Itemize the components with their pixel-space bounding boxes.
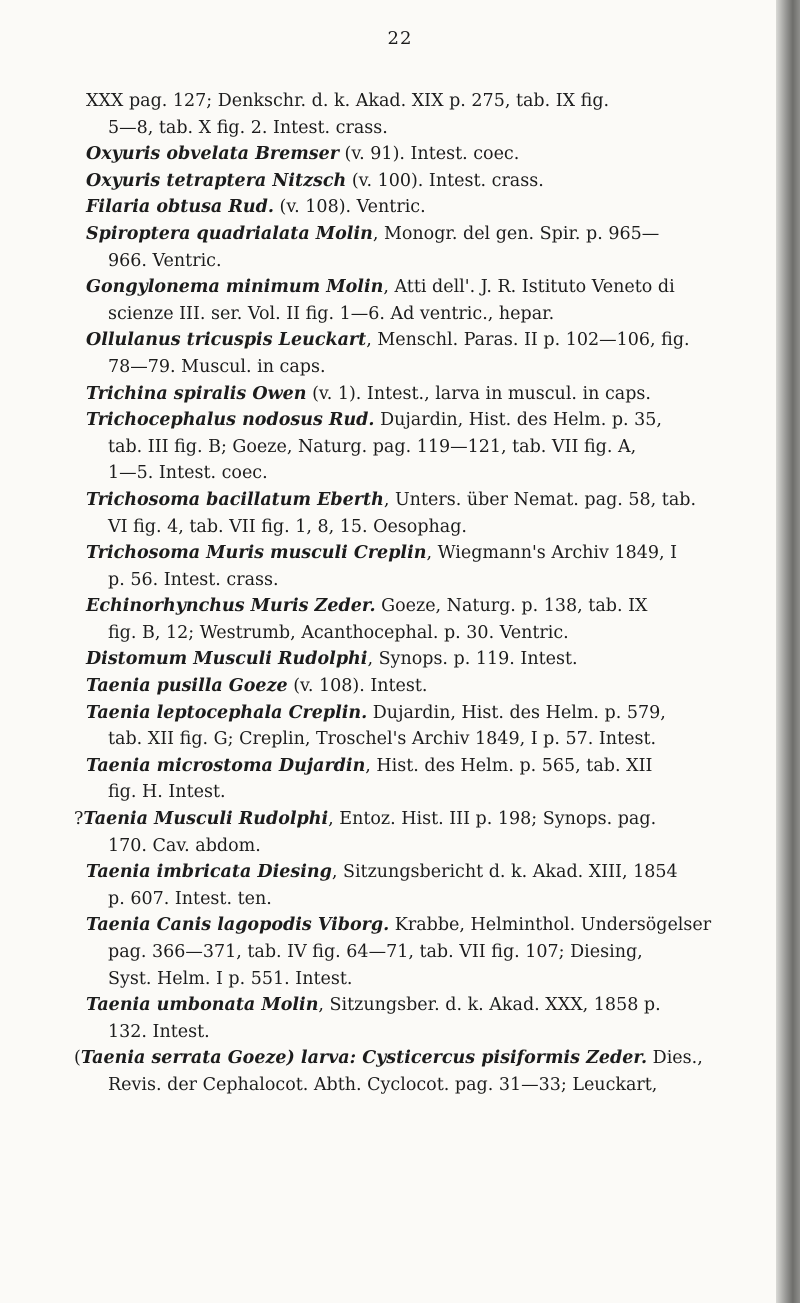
page-number: 22 [387, 28, 413, 49]
species-name: Taenia serrata Goeze) larva: Cysticercus pisiformis Zeder. [80, 1048, 648, 1069]
entry [86, 168, 766, 195]
species-name: Ollulanus tricuspis Leuckart [86, 330, 367, 351]
entry-continuation: Revis. der Cephalocot. Abth. Cyclocot. pag. 31—33; Leuckart, [108, 1074, 658, 1095]
entry-continuation: 78—79. Muscul. in caps. [108, 356, 326, 377]
species-name: Taenia Musculi Rudolphi [83, 809, 329, 830]
entry [86, 753, 766, 806]
entry-continuation: scienze III. ser. Vol. II fig. 1—6. Ad ventric., hepar. [108, 303, 555, 324]
entry-continuation: 1—5. Intest. coec. [108, 463, 268, 484]
entry [74, 1045, 766, 1098]
entry-text: (v. 1). Intest., larva in muscul. in caps. [306, 383, 651, 404]
entry [86, 194, 766, 221]
species-name: Taenia pusilla Goeze [86, 676, 288, 697]
entry-first-line [86, 543, 677, 563]
entry-continuation: Syst. Helm. I p. 551. Intest. [108, 968, 353, 989]
entry-first-line [86, 91, 609, 111]
entry-continuation: fig. B, 12; Westrumb, Acanthocephal. p. 30. Ventric. [108, 622, 569, 643]
page-edge-shadow [776, 0, 800, 1303]
species-name: Taenia imbricata Diesing [86, 862, 332, 883]
entry-first-line [86, 703, 666, 723]
species-name: Distomum Musculi Rudolphi [86, 649, 368, 670]
entry-text: , Menschl. Paras. II p. 102—106, fig. [366, 330, 690, 351]
entry [86, 88, 766, 141]
entry-first-line [86, 330, 690, 350]
entry-text: , Unters. über Nemat. pag. 58, tab. [383, 489, 697, 510]
entry-continuation: tab. III fig. B; Goeze, Naturg. pag. 119—121, tab. VII fig. A, [108, 436, 637, 457]
entry-first-line [86, 410, 662, 430]
entry-prefix: ( [74, 1048, 81, 1069]
entry-prefix: ? [74, 809, 84, 830]
entry-first-line [86, 676, 427, 696]
entry-continuation: 170. Cav. abdom. [108, 835, 261, 856]
entry-first-line [86, 384, 651, 404]
entry-first-line [86, 649, 578, 669]
entry-first-line [86, 596, 647, 616]
species-name: Filaria obtusa Rud. [86, 197, 274, 218]
entry-first-line [74, 1048, 703, 1069]
entry [86, 912, 766, 992]
entry-first-line [86, 490, 696, 510]
entry-first-line [86, 224, 659, 244]
entry-continuation: p. 56. Intest. crass. [108, 569, 279, 590]
entry [86, 381, 766, 408]
entry-continuation: p. 607. Intest. ten. [108, 888, 272, 909]
entry-continuation: 966. Ventric. [108, 250, 222, 271]
entry-first-line [86, 862, 678, 882]
entry-text: Goeze, Naturg. p. 138, tab. IX [375, 596, 648, 617]
entry-first-line [86, 995, 661, 1015]
entry-text: Dujardin, Hist. des Helm. p. 579, [367, 702, 666, 723]
species-name: Gongylonema minimum Molin [86, 277, 384, 298]
species-name: Trichina spiralis Owen [86, 383, 307, 404]
entry-first-line [86, 756, 652, 776]
entry-first-line [74, 809, 657, 830]
entry-text: Dujardin, Hist. des Helm. p. 35, [374, 410, 662, 431]
entry [86, 540, 766, 593]
entry [86, 407, 766, 487]
entry-first-line [86, 171, 544, 191]
entry [86, 221, 766, 274]
entry [86, 992, 766, 1045]
entry [86, 646, 766, 673]
species-name: Oxyuris tetraptera Nitzsch [86, 170, 347, 191]
entry-continuation: VI fig. 4, tab. VII fig. 1, 8, 15. Oesophag. [108, 516, 467, 537]
species-name: Trichocephalus nodosus Rud. [86, 410, 375, 431]
entry-first-line [86, 915, 711, 935]
entry-text: , Sitzungsbericht d. k. Akad. XIII, 1854 [331, 862, 678, 883]
entry [86, 274, 766, 327]
entry-text: Dies., [647, 1048, 703, 1069]
entry-text: , Monogr. del gen. Spir. p. 965— [372, 223, 660, 244]
species-name: Oxyuris obvelata Bremser [86, 144, 339, 165]
species-name: Taenia leptocephala Creplin. [86, 702, 368, 723]
entry-text: XXX pag. 127; Denkschr. d. k. Akad. XIX p. 275, tab. IX fig. [86, 91, 610, 111]
species-name: Echinorhynchus Muris Zeder. [86, 596, 376, 617]
entry [74, 806, 766, 859]
entry-first-line [86, 144, 519, 164]
entry-text: , Hist. des Helm. p. 565, tab. XII [365, 755, 653, 776]
entry [86, 859, 766, 912]
entry-first-line [86, 197, 426, 217]
entry-text: , Entoz. Hist. III p. 198; Synops. pag. [328, 809, 657, 830]
entry-text: (v. 100). Intest. crass. [346, 170, 544, 191]
entry [86, 487, 766, 540]
species-name: Spiroptera quadrialata Molin [86, 223, 373, 244]
entry [86, 673, 766, 700]
entry-text: , Synops. p. 119. Intest. [367, 649, 578, 670]
entry [86, 593, 766, 646]
entry-text: Krabbe, Helminthol. Undersögelser [389, 915, 712, 936]
entry-text: (v. 108). Intest. [287, 676, 428, 697]
species-name: Trichosoma Muris musculi Creplin [86, 543, 427, 564]
entry-text: , Sitzungsber. d. k. Akad. XXX, 1858 p. [318, 995, 661, 1016]
species-name: Taenia umbonata Molin [86, 995, 319, 1016]
entry [86, 141, 766, 168]
entry-text: , Wiegmann's Archiv 1849, I [426, 543, 678, 564]
text-block [74, 88, 766, 1099]
entry [86, 700, 766, 753]
entry-text: (v. 91). Intest. coec. [338, 144, 520, 165]
entry-text: , Atti dell'. J. R. Istituto Veneto di [383, 277, 675, 298]
entry-continuation: 132. Intest. [108, 1021, 210, 1042]
species-name: Taenia Canis lagopodis Viborg. [86, 915, 390, 936]
species-name: Trichosoma bacillatum Eberth [86, 489, 384, 510]
entry-first-line [86, 277, 675, 297]
entry-text: (v. 108). Ventric. [273, 197, 426, 218]
species-name: Taenia microstoma Dujardin [86, 755, 366, 776]
entry-continuation: pag. 366—371, tab. IV fig. 64—71, tab. VII fig. 107; Diesing, [108, 942, 643, 962]
entry-continuation: fig. H. Intest. [108, 782, 226, 803]
entry-continuation: tab. XII fig. G; Creplin, Troschel's Archiv 1849, I p. 57. Intest. [108, 729, 657, 750]
entry-continuation: 5—8, tab. X fig. 2. Intest. crass. [108, 117, 388, 138]
entry [86, 327, 766, 380]
